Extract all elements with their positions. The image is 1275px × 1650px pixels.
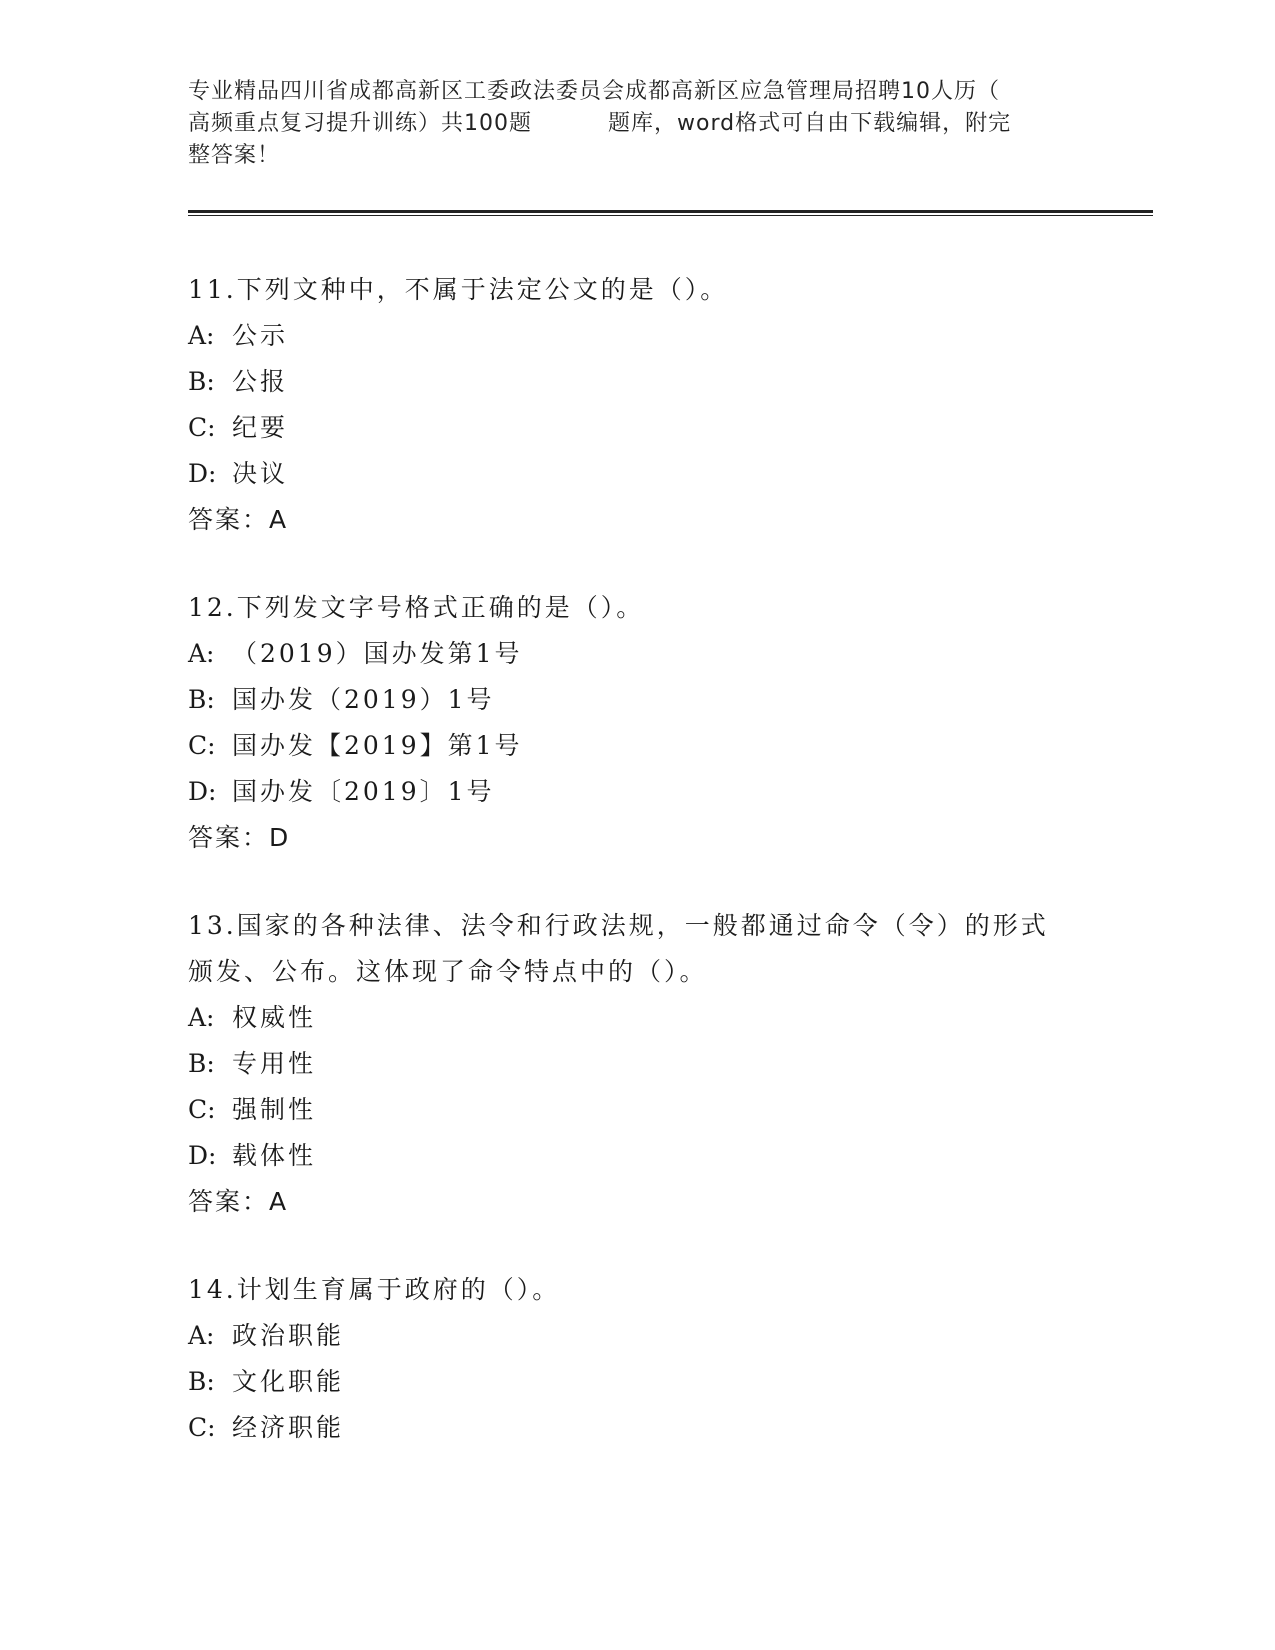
option-letter: B: — [188, 367, 215, 396]
question-stem — [188, 585, 1088, 631]
question-11 — [188, 267, 1088, 543]
option-text: 权威性 — [232, 1003, 317, 1032]
option-text: 公示 — [232, 321, 289, 350]
option-text: 国办发【2019】第1号 — [232, 731, 523, 760]
question-stem-line: 12.下列发文字号格式正确的是（）。 — [188, 593, 645, 622]
option-c — [188, 723, 1088, 769]
option-text: 经济职能 — [232, 1413, 345, 1442]
question-13 — [188, 903, 1088, 1225]
option-c — [188, 1405, 1088, 1451]
option-letter: A: — [188, 1321, 215, 1350]
option-d — [188, 769, 1088, 815]
option-b — [188, 359, 1088, 405]
option-text: 决议 — [232, 459, 289, 488]
option-text: 专用性 — [232, 1049, 317, 1078]
option-letter: D: — [188, 777, 217, 806]
option-a — [188, 631, 1088, 677]
option-text: 公报 — [232, 367, 289, 396]
question-stem — [188, 1267, 1088, 1313]
option-letter: C: — [188, 413, 216, 442]
question-stem — [188, 267, 1088, 313]
header-divider-thick — [188, 210, 1153, 213]
title-line-3: 整答案！ — [188, 143, 281, 168]
option-text: 强制性 — [232, 1095, 317, 1124]
option-text: （2019）国办发第1号 — [232, 639, 523, 668]
option-a — [188, 1313, 1088, 1359]
option-a — [188, 995, 1088, 1041]
option-text: 纪要 — [232, 413, 289, 442]
option-letter: C: — [188, 1413, 216, 1442]
option-text: 文化职能 — [232, 1367, 345, 1396]
header-divider-thin — [188, 215, 1153, 216]
question-stem-line: 11.下列文种中，不属于法定公文的是（）。 — [188, 275, 729, 304]
option-c — [188, 1087, 1088, 1133]
option-letter: B: — [188, 685, 215, 714]
option-letter: C: — [188, 1095, 216, 1124]
option-b — [188, 1359, 1088, 1405]
option-letter: A: — [188, 1003, 215, 1032]
option-letter: D: — [188, 1141, 217, 1170]
answer-line: 答案：A — [188, 1187, 289, 1216]
option-text: 政治职能 — [232, 1321, 345, 1350]
option-text: 国办发〔2019〕1号 — [232, 777, 495, 806]
option-letter: A: — [188, 321, 215, 350]
question-stem — [188, 903, 1088, 995]
title-line-1: 专业精品四川省成都高新区工委政法委员会成都高新区应急管理局招聘10人历（ — [188, 79, 1000, 104]
answer-line: 答案：D — [188, 823, 291, 852]
option-b — [188, 677, 1088, 723]
question-14 — [188, 1267, 1088, 1451]
title-line-2-left: 高频重点复习提升训练）共100题 — [188, 111, 532, 136]
option-a — [188, 313, 1088, 359]
title-line-2-right: 题库，word格式可自由下载编辑，附完 — [608, 111, 1012, 136]
answer-line: 答案：A — [188, 505, 289, 534]
option-c — [188, 405, 1088, 451]
option-letter: B: — [188, 1049, 215, 1078]
option-text: 国办发（2019）1号 — [232, 685, 495, 714]
question-stem-line: 颁发、公布。这体现了命令特点中的（）。 — [188, 957, 708, 986]
option-letter: D: — [188, 459, 217, 488]
option-d — [188, 1133, 1088, 1179]
question-12 — [188, 585, 1088, 861]
question-stem-line: 14.计划生育属于政府的（）。 — [188, 1275, 561, 1304]
question-stem-line: 13.国家的各种法律、法令和行政法规，一般都通过命令（令）的形式 — [188, 911, 1049, 940]
option-text: 载体性 — [232, 1141, 317, 1170]
option-letter: C: — [188, 731, 216, 760]
title-line-2 — [188, 108, 1068, 140]
option-letter: A: — [188, 639, 215, 668]
document-title — [188, 76, 1068, 172]
option-b — [188, 1041, 1088, 1087]
option-d — [188, 451, 1088, 497]
option-letter: B: — [188, 1367, 215, 1396]
